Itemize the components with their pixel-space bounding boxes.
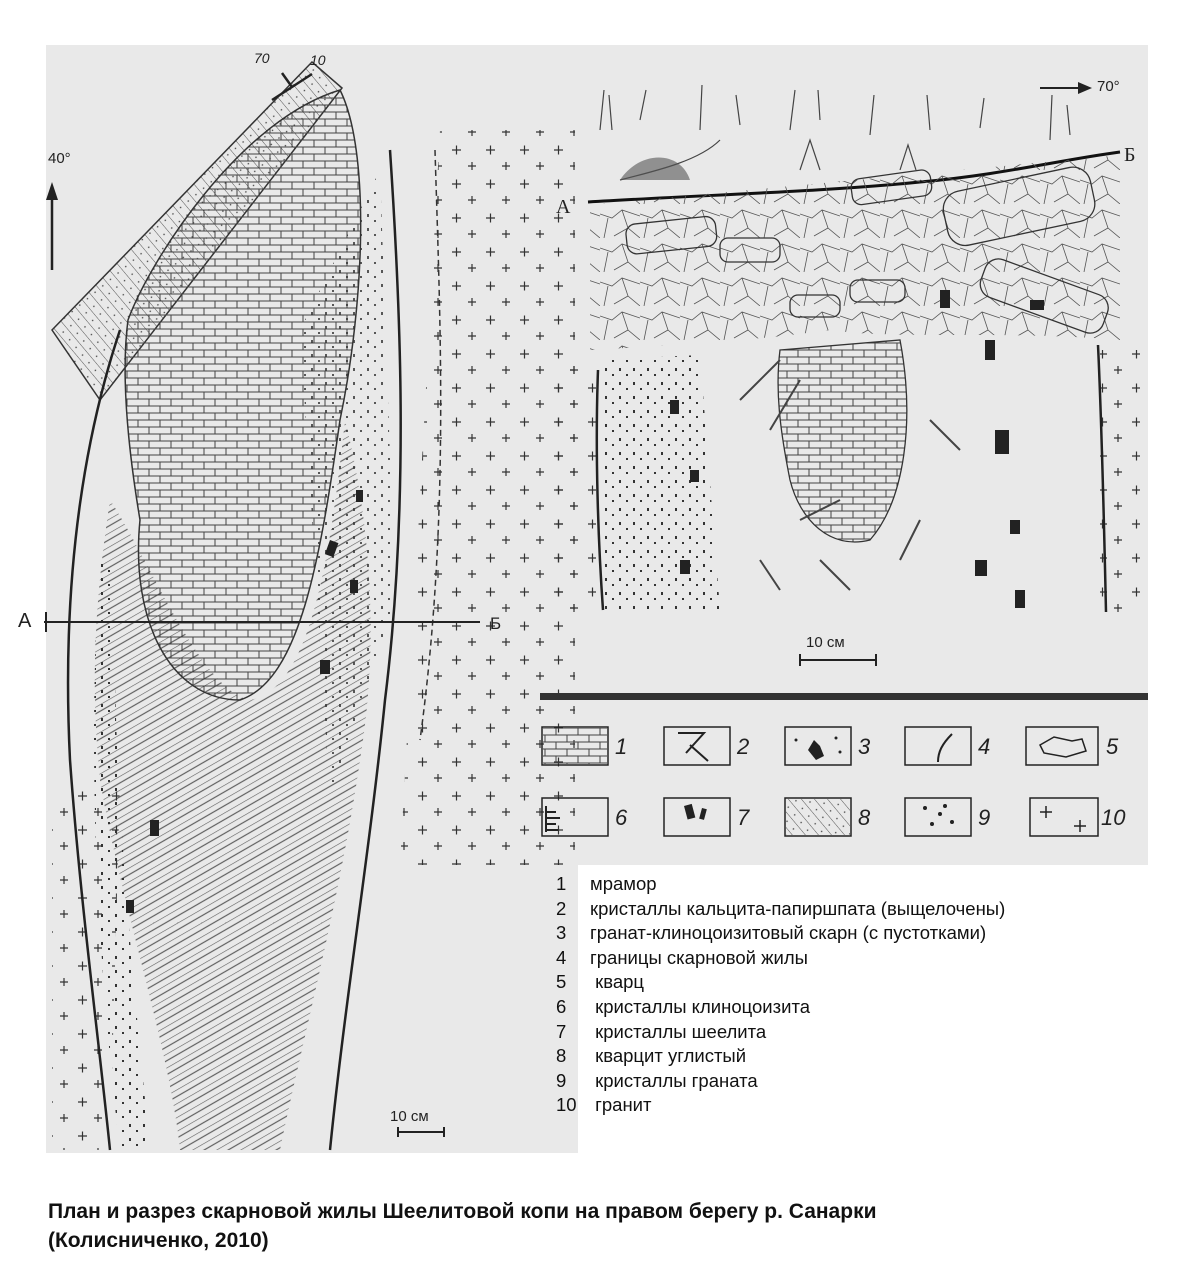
- legend-text: кварцит углистый: [590, 1045, 747, 1067]
- legend-number-9: 9: [978, 805, 991, 830]
- legend-row: 2 кристаллы кальцита-папиршпата (выщелочены): [556, 897, 1005, 922]
- section-marble-core: [778, 340, 907, 542]
- legend-text: гранат-клиноцоизитовый скарн (с пустотками): [590, 922, 987, 944]
- weathered-granite-blocks: [590, 155, 1120, 350]
- legend-row: 10 гранит: [556, 1093, 1005, 1118]
- calcite-crystal-icon: [678, 733, 708, 761]
- skarn-with-cavities-icon: [795, 737, 842, 761]
- plan-view: [44, 62, 575, 1150]
- legend-number-4: 4: [978, 734, 991, 759]
- legend-number-10: 10: [1101, 805, 1126, 830]
- legend-divider: [540, 693, 1148, 700]
- legend-number-7: 7: [737, 805, 750, 830]
- quartzite-stripes-icon: [786, 799, 850, 835]
- legend-number-6: 6: [615, 805, 628, 830]
- caption-source: (Колисниченко, 2010): [48, 1229, 269, 1252]
- legend-number-5: 5: [1106, 734, 1119, 759]
- legend-row: 4 границы скарновой жилы: [556, 946, 1005, 971]
- legend-number-8: 8: [858, 805, 871, 830]
- figure-caption: [48, 1197, 1158, 1255]
- legend-row: 6 кристаллы клиноцоизита: [556, 995, 1005, 1020]
- marble-brick-pattern-icon: [543, 728, 607, 764]
- vein-boundary-line-icon: [938, 734, 952, 762]
- legend-number-2: 2: [737, 734, 750, 759]
- section-view: [540, 82, 1148, 700]
- boulder-outcrop: [620, 158, 690, 181]
- section-start-label: А: [556, 196, 571, 218]
- section-end-label-plan: Б: [490, 614, 502, 633]
- section-end-label: Б: [1124, 144, 1136, 166]
- legend-text: кристаллы клиноцоизита: [590, 995, 811, 1017]
- plan-scale-label: 10 см: [390, 1108, 429, 1125]
- granite-left-section: [556, 360, 596, 610]
- legend-text: кварц: [590, 971, 645, 993]
- legend-text: мрамор: [590, 873, 657, 894]
- legend-row: 1 мрамор: [556, 872, 1005, 897]
- quartz-icon: [1040, 737, 1086, 757]
- garnet-dots-icon: [923, 804, 954, 826]
- section-direction-label: 70°: [1097, 78, 1120, 95]
- dip-value-label: 10: [310, 52, 326, 68]
- strike-value-label: 70: [254, 50, 270, 66]
- scheelite-crystal-icon: [684, 804, 707, 820]
- legend-row: 3 гранат-клиноцоизитовый скарн (с пустотками): [556, 921, 1005, 946]
- legend-row: 5 кварц: [556, 970, 1005, 995]
- section-scale-bar: [800, 654, 876, 666]
- legend-number-3: 3: [858, 734, 871, 759]
- legend-row: 9 кристаллы граната: [556, 1069, 1005, 1094]
- plan-scale-bar: [398, 1127, 444, 1137]
- legend-row: 8 кварцит углистый: [556, 1044, 1005, 1069]
- section-start-label-plan: А: [18, 610, 32, 632]
- section-scale-label: 10 см: [806, 634, 845, 651]
- legend-text: границы скарновой жилы: [590, 946, 808, 968]
- legend-text: кристаллы кальцита-папиршпата (выщелочены): [590, 897, 1006, 919]
- granite-cross-icon: [1040, 806, 1086, 832]
- north-azimuth-label: 40°: [48, 150, 71, 167]
- legend-row: 7 кристаллы шеелита: [556, 1020, 1005, 1045]
- caption-title: План и разрез скарновой жилы Шеелитовой копи на правом берегу р. Санарки: [48, 1200, 877, 1223]
- legend-text: кристаллы шеелита: [590, 1020, 767, 1042]
- legend-text: кристаллы граната: [590, 1069, 758, 1091]
- legend-text: гранит: [590, 1094, 652, 1116]
- section-garnet-skarn: [600, 355, 720, 610]
- legend-descriptions: [556, 872, 1005, 1118]
- legend-number-1: 1: [615, 734, 628, 759]
